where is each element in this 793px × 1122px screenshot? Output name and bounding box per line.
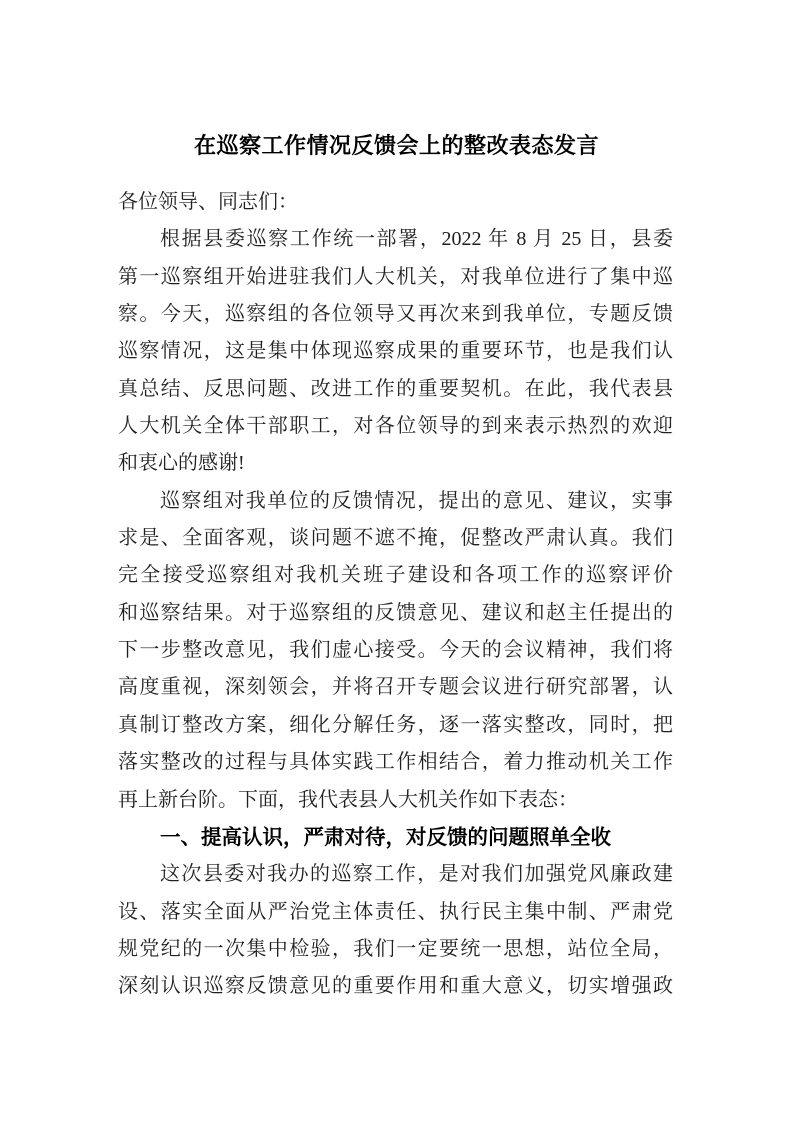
text-line: 巡察情况，这是集中体现巡察成果的重要环节，也是我们认 (118, 340, 673, 363)
text-line: 再上新台阶。下面，我代表县人大机关作如下表态： (118, 788, 578, 811)
text-line: 人大机关全体干部职工，对各位领导的到来表示热烈的欢迎 (118, 415, 673, 438)
text-line: 完全接受巡察组对我机关班子建设和各项工作的巡察评价 (118, 564, 673, 587)
text-line: 落实整改的过程与具体实践工作相结合，着力推动机关工作 (118, 751, 673, 774)
text-line: 第一巡察组开始进驻我们人大机关，对我单位进行了集中巡 (118, 265, 673, 288)
text-line: 巡察组对我单位的反馈情况，提出的意见、建议，实事 (160, 489, 673, 512)
text-line: 深刻认识巡察反馈意见的重要作用和重大意义，切实增强政 (118, 975, 673, 998)
text-line: 高度重视，深刻领会，并将召开专题会议进行研究部署，认 (118, 676, 673, 699)
text-line: 真制订整改方案，细化分解任务，逐一落实整改，同时，把 (118, 713, 673, 736)
text-line: 和巡察结果。对于巡察组的反馈意见、建议和赵主任提出的 (118, 601, 673, 624)
paragraph (118, 483, 673, 819)
text-line: 规党纪的一次集中检验，我们一定要统一思想，站位全局， (118, 937, 673, 960)
text-line: 根据县委巡察工作统一部署，2022 年 8 月 25 日，县委 (160, 228, 673, 251)
section-heading (118, 819, 673, 856)
text-line: 一、提高认识，严肃对待，对反馈的问题照单全收 (160, 825, 611, 849)
text-line: 真总结、反思问题、改进工作的重要契机。在此，我代表县 (118, 377, 673, 400)
paragraph (118, 221, 673, 482)
paragraph (118, 856, 673, 1005)
document-body (118, 184, 673, 1006)
text-line: 和衷心的感谢! (118, 452, 245, 475)
text-line: 下一步整改意见，我们虚心接受。今天的会议精神，我们将 (118, 639, 673, 662)
text-line: 设、落实全面从严治党主体责任、执行民主集中制、严肃党 (118, 900, 673, 923)
text-line: 察。今天，巡察组的各位领导又再次来到我单位，专题反馈 (118, 303, 673, 326)
text-line: 各位领导、同志们： (118, 191, 298, 213)
text-line: 求是、全面客观，谈问题不遮不掩，促整改严肃认真。我们 (118, 527, 673, 550)
document-title: 在巡察工作情况反馈会上的整改表态发言 (193, 133, 599, 158)
paragraph (118, 184, 673, 221)
text-line: 这次县委对我办的巡察工作，是对我们加强党风廉政建 (160, 863, 673, 886)
